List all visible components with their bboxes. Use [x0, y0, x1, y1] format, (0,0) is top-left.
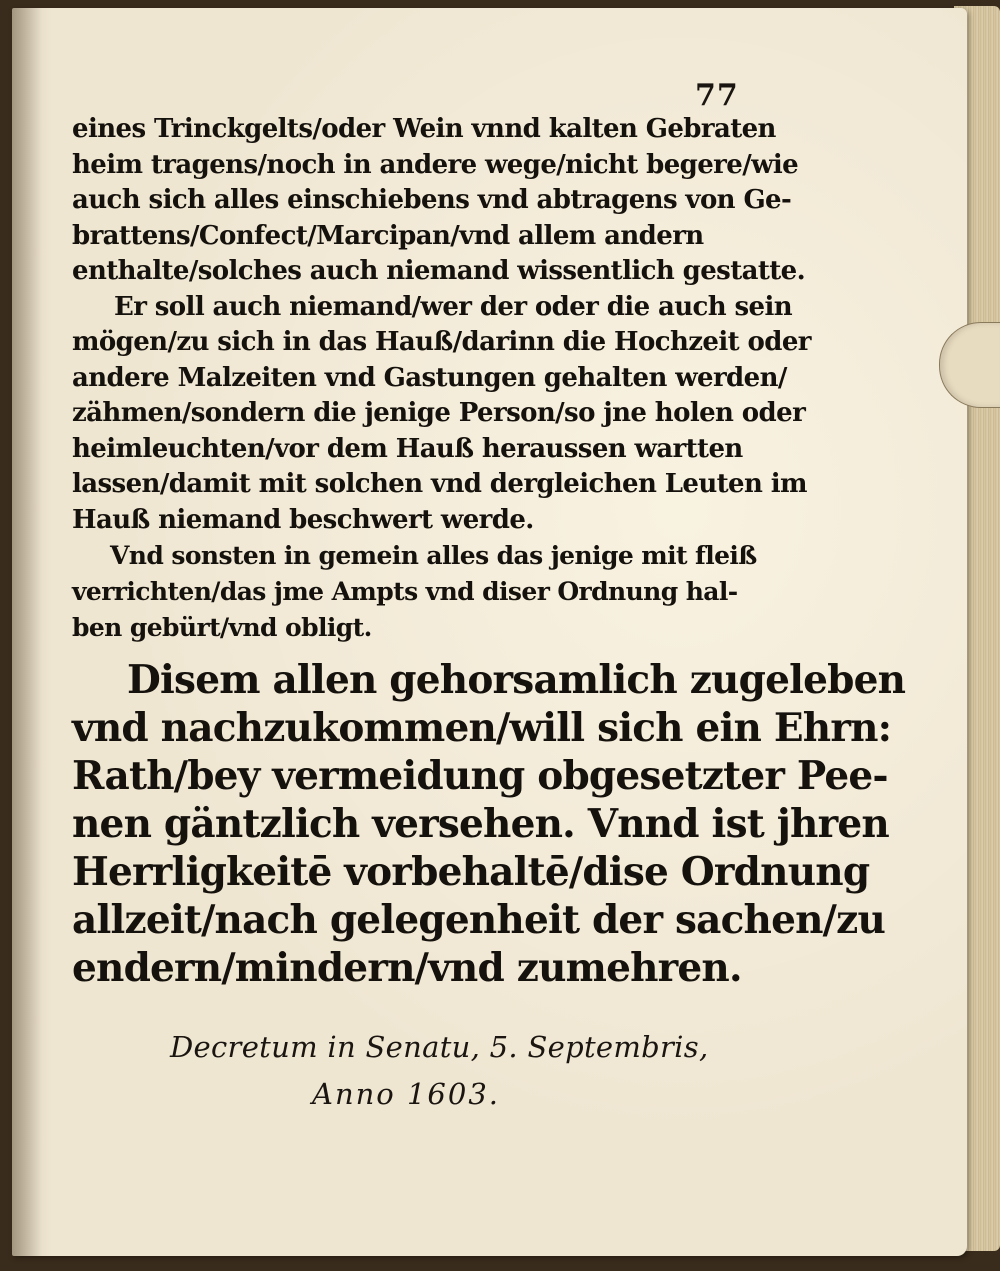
- gutter-shadow: [12, 8, 42, 1256]
- text-line: Herrligkeitē vorbehaltē/dise Ordnung: [72, 849, 870, 895]
- closing-statement: [72, 656, 906, 992]
- text-line: verrichten/das jme Ampts vnd diser Ordnung hal-: [72, 577, 738, 606]
- text-line: lassen/damit mit solchen vnd dergleichen Leuten im: [72, 469, 807, 499]
- decree-year: Anno 1603.: [312, 1077, 500, 1111]
- text-line: Hauß niemand beschwert werde.: [72, 504, 534, 535]
- text-line: endern/mindern/vnd zumehren.: [72, 945, 742, 991]
- page-number: 77: [695, 78, 739, 113]
- text-line: brattens/Confect/Marcipan/vnd allem andern: [72, 220, 704, 251]
- text-line: Disem allen gehorsamlich zugeleben: [127, 657, 906, 703]
- body-text: [72, 112, 906, 992]
- text-line: auch sich alles einschiebens vnd abtragens von Ge-: [72, 185, 792, 215]
- paragraph-1: [72, 112, 806, 290]
- text-line: heimleuchten/vor dem Hauß heraussen wartten: [72, 433, 743, 464]
- text-line: mögen/zu sich in das Hauß/darinn die Hochzeit oder: [72, 327, 811, 357]
- text-line: eines Trinckgelts/oder Wein vnnd kalten Gebraten: [72, 114, 776, 144]
- text-line: ben gebürt/vnd obligt.: [72, 613, 372, 642]
- paragraph-2: [72, 290, 811, 539]
- text-line: Vnd sonsten in gemein alles das jenige mit fleiß: [110, 541, 757, 570]
- text-line: nen gäntzlich versehen. Vnnd ist jhren: [72, 801, 889, 847]
- text-line: allzeit/nach gelegenheit der sachen/zu: [72, 897, 886, 943]
- text-line: andere Malzeiten vnd Gastungen gehalten werden/: [72, 362, 787, 393]
- text-line: Er soll auch niemand/wer der oder die auch sein: [114, 291, 793, 322]
- decree-line: Decretum in Senatu, 5. Septembris,: [170, 1030, 709, 1064]
- text-line: heim tragens/noch in andere wege/nicht begere/wie: [72, 149, 799, 180]
- text-line: enthalte/solches auch niemand wissentlich gestatte.: [72, 256, 806, 286]
- text-line: vnd nachzukommen/will sich ein Ehrn:: [72, 705, 892, 751]
- paragraph-3: [72, 538, 757, 646]
- text-line: zähmen/sondern die jenige Person/so jne holen oder: [72, 398, 806, 428]
- text-line: Rath/bey vermeidung obgesetzter Pee-: [72, 753, 888, 799]
